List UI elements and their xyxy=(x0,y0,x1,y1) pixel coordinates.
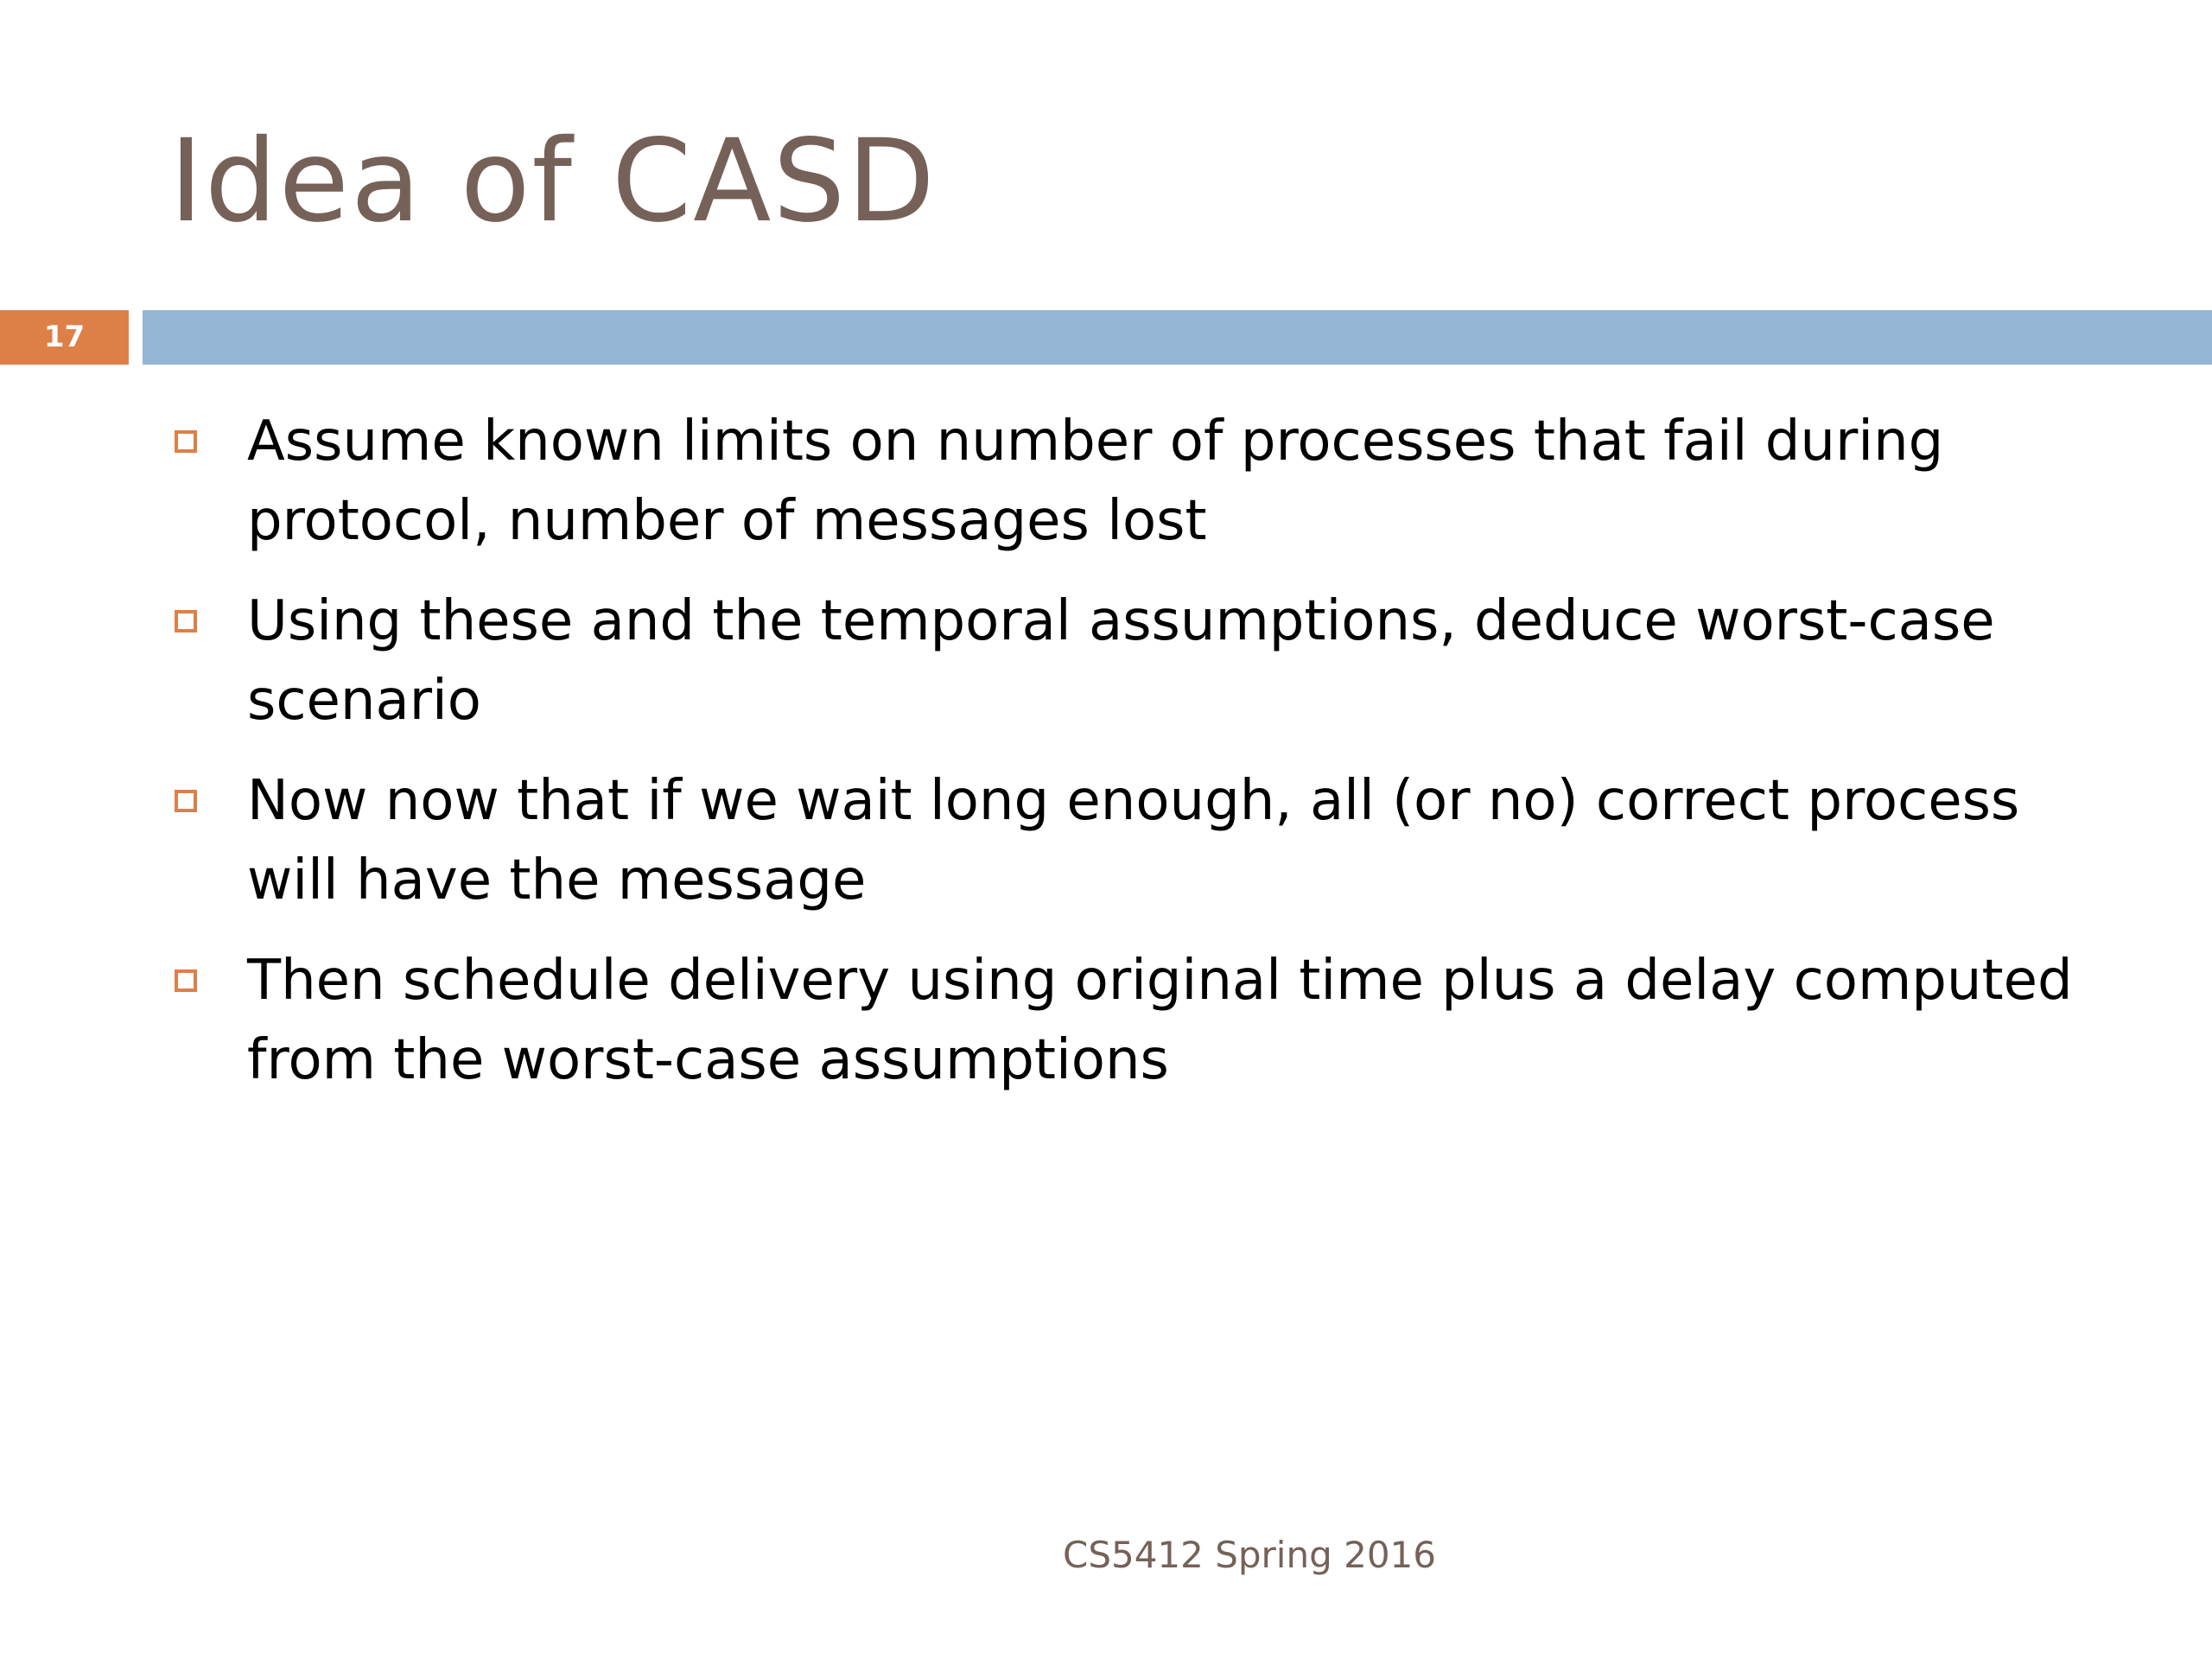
bullet-list xyxy=(169,402,2113,1121)
title-divider-bar xyxy=(143,310,2212,365)
bullet-item xyxy=(169,582,2113,741)
bullet-text: Now now that if we wait long enough, all (or no) correct process will have the message xyxy=(247,769,2020,912)
bullet-item xyxy=(169,941,2113,1100)
hollow-square-bullet-icon xyxy=(175,430,197,453)
slide-footer: CS5412 Spring 2016 xyxy=(1063,1534,1436,1576)
hollow-square-bullet-icon xyxy=(175,969,197,992)
slide-number-badge: 17 xyxy=(0,310,129,365)
bullet-text: Then schedule delivery using original time plus a delay computed from the worst-case assumptions xyxy=(247,949,2073,1092)
slide-title: Idea of CASD xyxy=(169,115,937,248)
hollow-square-bullet-icon xyxy=(175,610,197,632)
bullet-item xyxy=(169,761,2113,920)
bullet-item xyxy=(169,402,2113,561)
bullet-text: Assume known limits on number of processes that fail during protocol, number of messages lost xyxy=(247,410,1944,553)
bullet-text: Using these and the temporal assumptions, deduce worst-case scenario xyxy=(247,589,1995,733)
hollow-square-bullet-icon xyxy=(175,790,197,812)
